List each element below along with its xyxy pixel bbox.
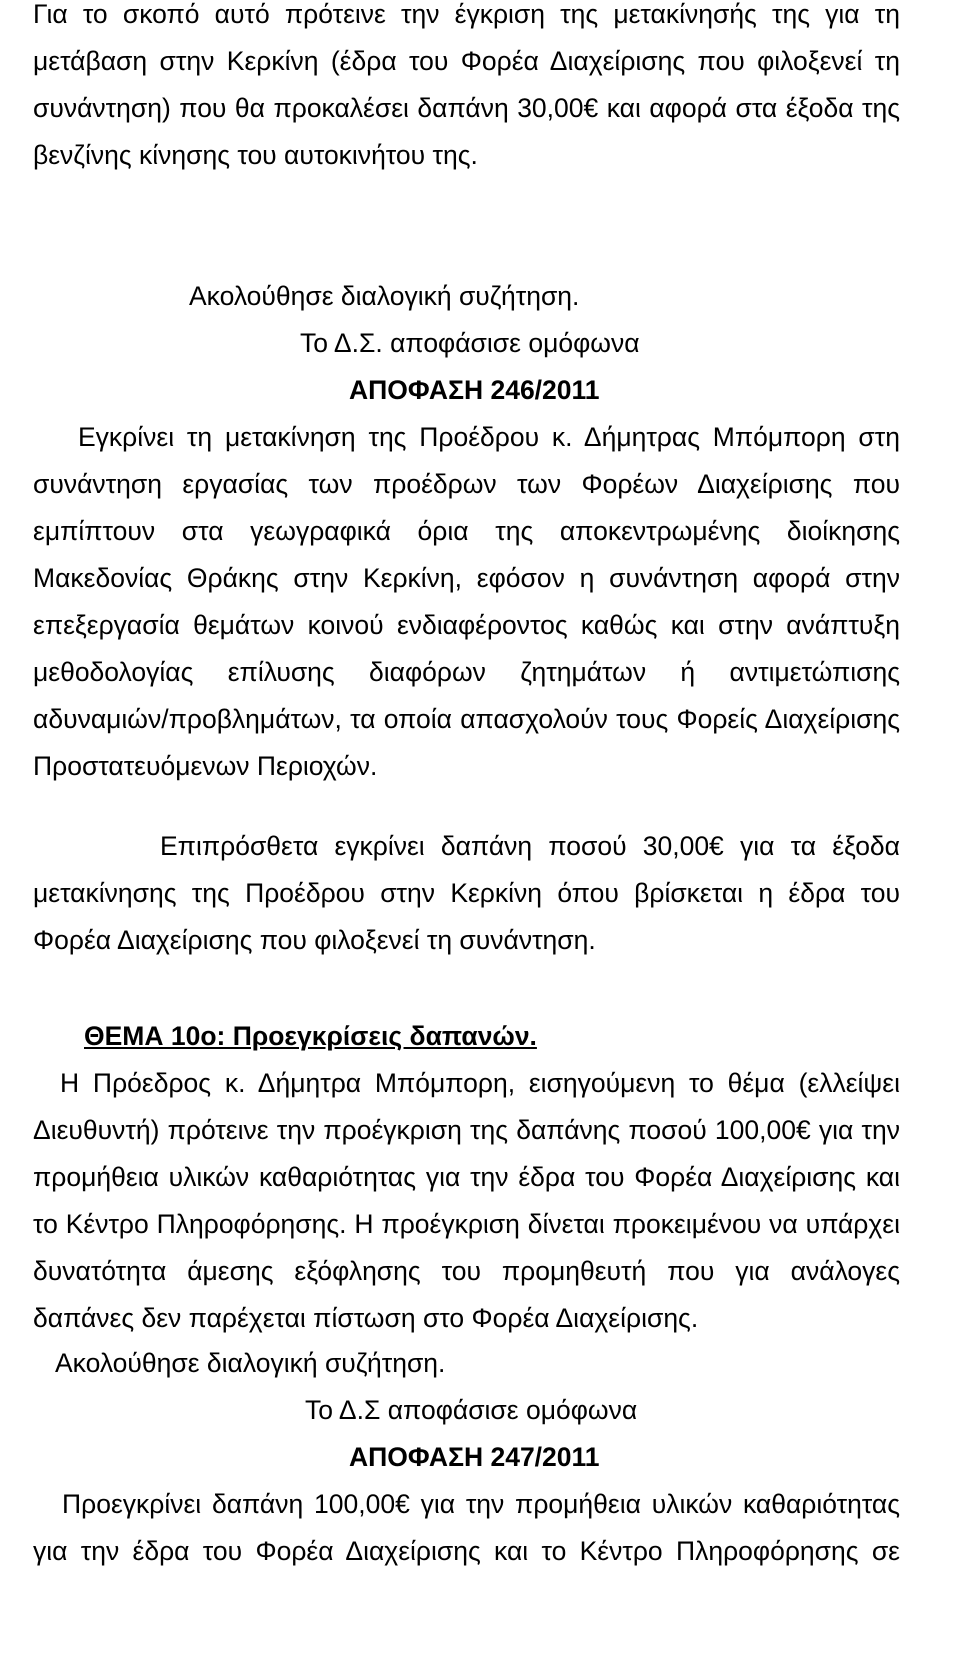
topic-line: δαπάνες δεν παρέχεται πίστωση στο Φορέα Διαχείρισης.	[33, 1303, 699, 1333]
board-decision-note: Το Δ.Σ. αποφάσισε ομόφωνα	[300, 328, 640, 358]
discussion-note: Ακολούθησε διαλογική συζήτηση.	[55, 1348, 446, 1378]
topic-line: προμήθεια υλικών καθαριότητας για την έδρα του Φορέα Διαχείρισης και	[33, 1162, 900, 1192]
approval-line: Φορέα Διαχείρισης που φιλοξενεί τη συνάντηση.	[33, 925, 596, 955]
discussion-note: Ακολούθησε διαλογική συζήτηση.	[189, 281, 580, 311]
paragraph-line: Για το σκοπό αυτό πρότεινε την έγκριση της μετακίνησής της για τη	[33, 0, 900, 29]
decision-line: εμπίπτουν στα γεωγραφικά όρια της αποκεντρωμένης διοίκησης	[33, 516, 900, 546]
decision-line: Προστατευόμενων Περιοχών.	[33, 751, 378, 781]
decision-line: για την έδρα του Φορέα Διαχείρισης και το Κέντρο Πληροφόρησης σε	[33, 1536, 900, 1566]
decision-line: αδυναμιών/προβλημάτων, τα οποία απασχολούν τους Φορείς Διαχείρισης	[33, 704, 900, 734]
decision-title: ΑΠΟΦΑΣΗ 246/2011	[349, 375, 600, 405]
approval-line: μετακίνησης της Προέδρου στην Κερκίνη όπου βρίσκεται η έδρα του	[33, 878, 900, 908]
topic-line: το Κέντρο Πληροφόρησης. Η προέγκριση δίνεται προκειμένου να υπάρχει	[33, 1209, 900, 1239]
decision-line: επεξεργασία θεμάτων κοινού ενδιαφέροντος καθώς και στην ανάπτυξη	[33, 610, 900, 640]
board-decision-note: Το Δ.Σ αποφάσισε ομόφωνα	[305, 1395, 638, 1425]
decision-line: Εγκρίνει τη μετακίνηση της Προέδρου κ. Δήμητρας Μπόμπορη στη	[78, 422, 900, 452]
approval-line: Επιπρόσθετα εγκρίνει δαπάνη ποσού 30,00€ για τα έξοδα	[160, 831, 900, 861]
paragraph-line: μετάβαση στην Κερκίνη (έδρα του Φορέα Διαχείρισης που φιλοξενεί τη	[33, 46, 900, 76]
decision-line: μεθοδολογίας επίλυσης διαφόρων ζητημάτων ή αντιμετώπισης	[33, 657, 900, 687]
decision-title: ΑΠΟΦΑΣΗ 247/2011	[349, 1442, 600, 1472]
decision-line: Προεγκρίνει δαπάνη 100,00€ για την προμήθεια υλικών καθαριότητας	[62, 1489, 900, 1519]
decision-line: Μακεδονίας Θράκης στην Κερκίνη, εφόσον η συνάντηση αφορά στην	[33, 563, 900, 593]
paragraph-line: βενζίνης κίνησης του αυτοκινήτου της.	[33, 140, 478, 170]
topic-line: Η Πρόεδρος κ. Δήμητρα Μπόμπορη, εισηγούμενη το θέμα (ελλείψει	[60, 1068, 900, 1098]
decision-line: συνάντηση εργασίας των προέδρων των Φορέων Διαχείρισης που	[33, 469, 900, 499]
paragraph-line: συνάντηση) που θα προκαλέσει δαπάνη 30,00€ και αφορά στα έξοδα της	[33, 93, 900, 123]
topic-line: Διευθυντή) πρότεινε την προέγκριση της δαπάνης ποσού 100,00€ για την	[33, 1115, 900, 1145]
topic-heading: ΘΕΜΑ 10ο: Προεγκρίσεις δαπανών.	[84, 1021, 537, 1051]
topic-line: δυνατότητα άμεσης εξόφλησης του προμηθευτή που για ανάλογες	[33, 1256, 900, 1286]
